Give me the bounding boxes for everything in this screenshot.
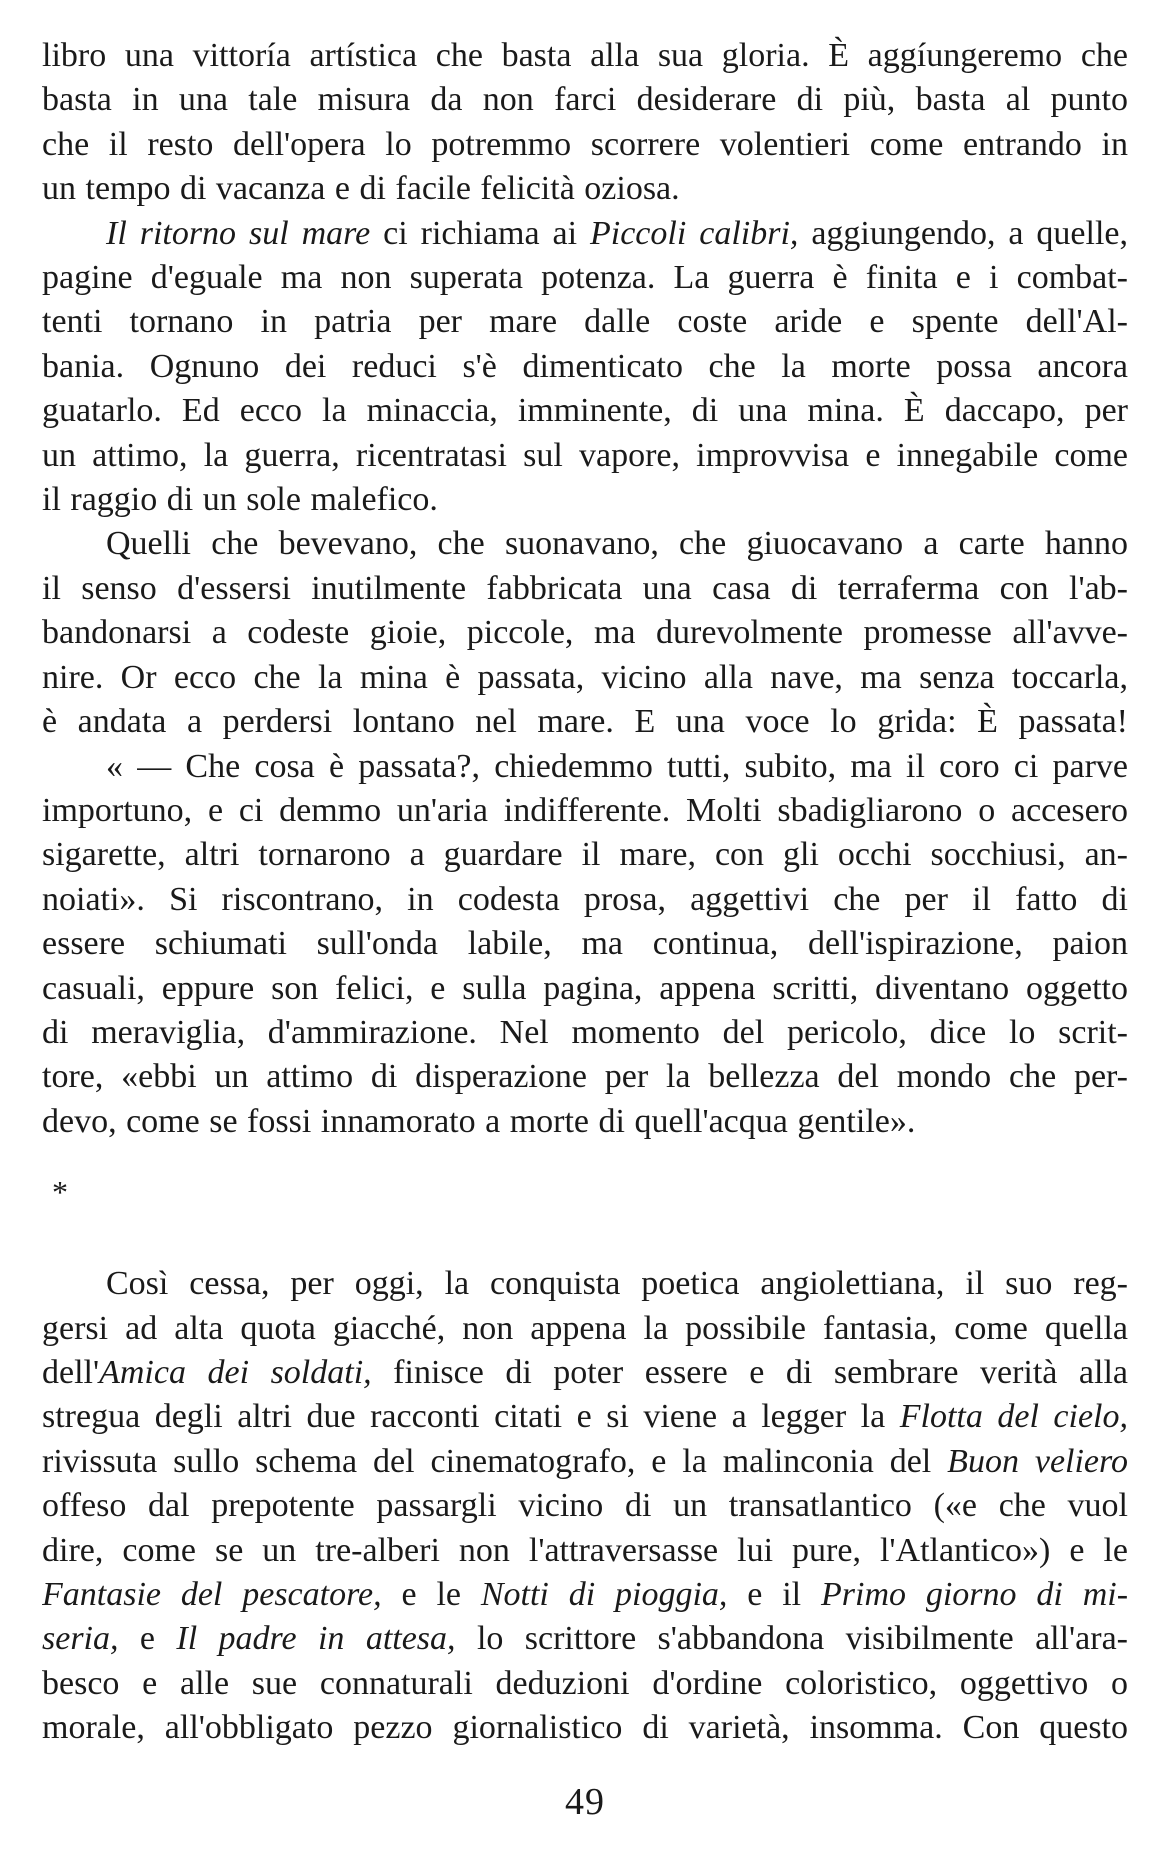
italic-title: Piccoli calibri, xyxy=(590,214,799,252)
text-line: Quelli che bevevano, che suonavano, che giuocavano a carte hanno xyxy=(106,525,1128,563)
text-line: importuno, e ci demmo un'aria indifferente. Molti sbadigliarono o accesero xyxy=(42,791,1128,829)
paragraph-5 xyxy=(42,1262,1128,1750)
text-line: pagine d'eguale ma non superata potenza. La guerra è finita e i combat- xyxy=(42,259,1128,297)
text-line: che il resto dell'opera lo potremmo scorrere volentieri come entrando in xyxy=(42,125,1128,163)
text-line: besco e alle sue connaturali deduzioni d'ordine coloristico, oggettivo o xyxy=(42,1664,1128,1702)
italic-title: seria, xyxy=(42,1620,119,1658)
text-line: casuali, eppure son felici, e sulla pagina, appena scritti, diventano oggetto xyxy=(42,969,1128,1007)
text-line: bania. Ognuno dei reduci s'è dimenticato che la morte possa ancora xyxy=(42,347,1128,385)
text-line: di meraviglia, d'ammirazione. Nel momento del pericolo, dice lo scrit- xyxy=(42,1013,1128,1051)
text-line: morale, all'obbligato pezzo giornalistico di varietà, insomma. Con questo xyxy=(42,1709,1128,1747)
text-line: rivissuta sullo schema del cinematografo, e la malinconia del Buon veliero xyxy=(42,1442,1128,1480)
paragraph-3 xyxy=(42,522,1128,744)
page-number: 49 xyxy=(565,1781,605,1823)
italic-title: Flotta del cielo, xyxy=(899,1398,1128,1436)
italic-title: Il padre in attesa, xyxy=(176,1620,456,1658)
text-line: il raggio di un sole malefico. xyxy=(42,481,438,519)
italic-title: Il ritorno sul mare xyxy=(106,214,371,252)
text-line: offeso dal prepotente passargli vicino di un transatlantico («e che vuol xyxy=(42,1487,1128,1525)
text-line: libro una vittoría artística che basta alla sua gloria. È aggíungeremo che xyxy=(42,37,1128,74)
paragraph-2 xyxy=(42,212,1128,523)
text-line: Così cessa, per oggi, la conquista poetica angiolettiana, il suo reg- xyxy=(106,1265,1128,1303)
italic-title: Amica dei soldati, xyxy=(99,1353,372,1391)
text-line: un attimo, la guerra, ricentratasi sul vapore, improvvisa e innegabile come xyxy=(42,436,1128,474)
text-line: devo, come se fossi innamorato a morte di quell'acqua gentile». xyxy=(42,1102,916,1140)
text-line: noiati». Si riscontrano, in codesta prosa, aggettivi che per il fatto di xyxy=(42,880,1128,918)
text-line: bandonarsi a codeste gioie, piccole, ma durevolmente promesse all'avve- xyxy=(42,614,1128,652)
text-line: seria, e Il padre in attesa, lo scrittore s'abbandona visibilmente all'ara- xyxy=(42,1620,1128,1658)
text-line: un tempo di vacanza e di facile felicità oziosa. xyxy=(42,170,680,208)
text-line: Il ritorno sul mare ci richiama ai Piccoli calibri, aggiungendo, a quelle, xyxy=(106,214,1128,252)
text-line: stregua degli altri due racconti citati e si viene a legger la Flotta del cielo, xyxy=(42,1398,1128,1436)
text-line: basta in una tale misura da non farci desiderare di più, basta al punto xyxy=(42,81,1128,119)
text-line: il senso d'essersi inutilmente fabbricata una casa di terraferma con l'ab- xyxy=(42,569,1128,607)
paragraph-4 xyxy=(42,745,1128,1145)
text-line: guatarlo. Ed ecco la minaccia, imminente, di una mina. È daccapo, per xyxy=(42,392,1128,430)
text-line: è andata a perdersi lontano nel mare. E una voce lo grida: È passata! xyxy=(42,703,1128,741)
text-line: dire, come se un tre-alberi non l'attraversasse lui pure, l'Atlantico») e le xyxy=(42,1531,1128,1569)
text-line: dell'Amica dei soldati, finisce di poter essere e di sembrare verità alla xyxy=(42,1353,1128,1391)
text-line: Fantasie del pescatore, e le Notti di pioggia, e il Primo giorno di mi- xyxy=(42,1576,1128,1613)
italic-title: Buon veliero xyxy=(947,1442,1128,1480)
italic-title: Primo giorno di mi- xyxy=(821,1576,1128,1613)
text-line: gersi ad alta quota giacché, non appena la possibile fantasia, come quella xyxy=(42,1309,1128,1347)
paragraph-1 xyxy=(42,34,1128,212)
text-line: tenti tornano in patria per mare dalle coste aride e spente dell'Al- xyxy=(42,303,1128,341)
text-line: essere schiumati sull'onda labile, ma continua, dell'ispirazione, paion xyxy=(42,925,1128,963)
book-page xyxy=(42,34,1128,1834)
italic-title: Notti di pioggia, xyxy=(480,1576,728,1613)
text-line: sigarette, altri tornarono a guardare il mare, con gli occhi socchiusi, an- xyxy=(42,836,1128,874)
text-line: tore, «ebbi un attimo di disperazione per la bellezza del mondo che per- xyxy=(42,1058,1128,1096)
text-line: nire. Or ecco che la mina è passata, vicino alla nave, ma senza toccarla, xyxy=(42,658,1128,696)
italic-title: Fantasie del pescatore, xyxy=(42,1576,382,1613)
text-line: « — Che cosa è passata?, chiedemmo tutti, subito, ma il coro ci parve xyxy=(106,747,1128,785)
body-text xyxy=(42,34,1128,1751)
section-separator: * xyxy=(52,1174,68,1211)
